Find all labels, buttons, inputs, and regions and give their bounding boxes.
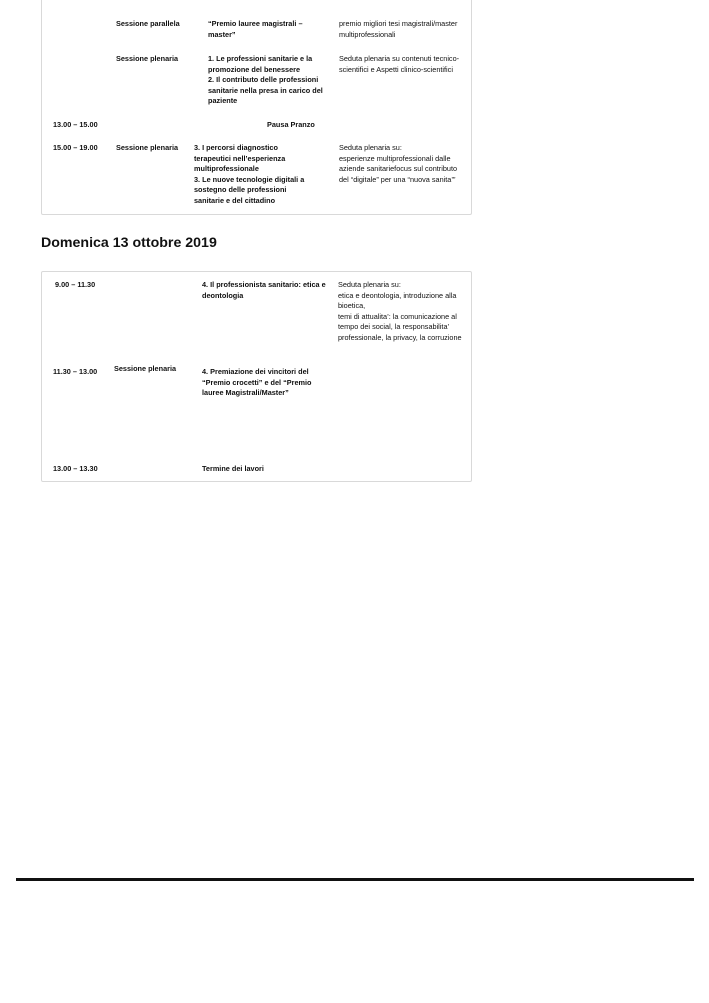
- row-title: Termine dei lavori: [202, 464, 264, 473]
- row-session: Sessione plenaria: [116, 54, 179, 63]
- row-title: 4. Premiazione dei vincitori del “Premio crocetti” e del “Premio lauree Magistrali/Master”: [202, 367, 312, 397]
- row-session: Sessione plenaria: [114, 364, 177, 373]
- row-description: Seduta plenaria su contenuti tecnico- scientifici e Aspetti clinico-scientifici: [339, 54, 460, 74]
- row-description: premio migliori tesi magistrali/master multiprofessionali: [339, 19, 458, 39]
- footer-rule: [16, 878, 694, 881]
- row-title: “Premio lauree magistrali – master”: [208, 19, 303, 39]
- row-session: Sessione plenaria: [116, 143, 179, 152]
- row-title: 4. Il professionista sanitario: etica e deontologia: [202, 280, 326, 300]
- row-time: 13.00 – 15.00: [53, 120, 98, 129]
- row-time: 15.00 – 19.00: [53, 143, 98, 152]
- row-description: Seduta plenaria su: esperienze multiprofessionali dalle aziende sanitariefocus sul contributo del “digitale” per una “nuova sanita’”: [339, 143, 458, 184]
- row-title: 3. I percorsi diagnostico terapeutici nell’esperienza multiprofessionale 3. Le nuove tecnologie digitali a sostegno delle professioni sanitarie e del cittadino: [194, 143, 305, 205]
- schedule-table-day1: [41, 0, 472, 215]
- row-break: Pausa Pranzo: [267, 120, 315, 129]
- day-heading: Domenica 13 ottobre 2019: [41, 235, 217, 251]
- row-session: Sessione parallela: [116, 19, 180, 28]
- schedule-table-day2: [41, 271, 472, 482]
- row-time: 9.00 – 11.30: [55, 280, 96, 289]
- row-title: 1. Le professioni sanitarie e la promozione del benessere 2. Il contributo delle professioni sanitarie nella presa in carico del paziente: [208, 54, 323, 105]
- row-time: 11.30 – 13.00: [53, 367, 98, 376]
- row-time: 13.00 – 13.30: [53, 464, 98, 473]
- row-description: Seduta plenaria su: etica e deontologia, introduzione alla bioetica, temi di attualita’: la comunicazione al tempo dei social, la responsabilita’ professionale, la privacy, la corruzione: [338, 280, 462, 342]
